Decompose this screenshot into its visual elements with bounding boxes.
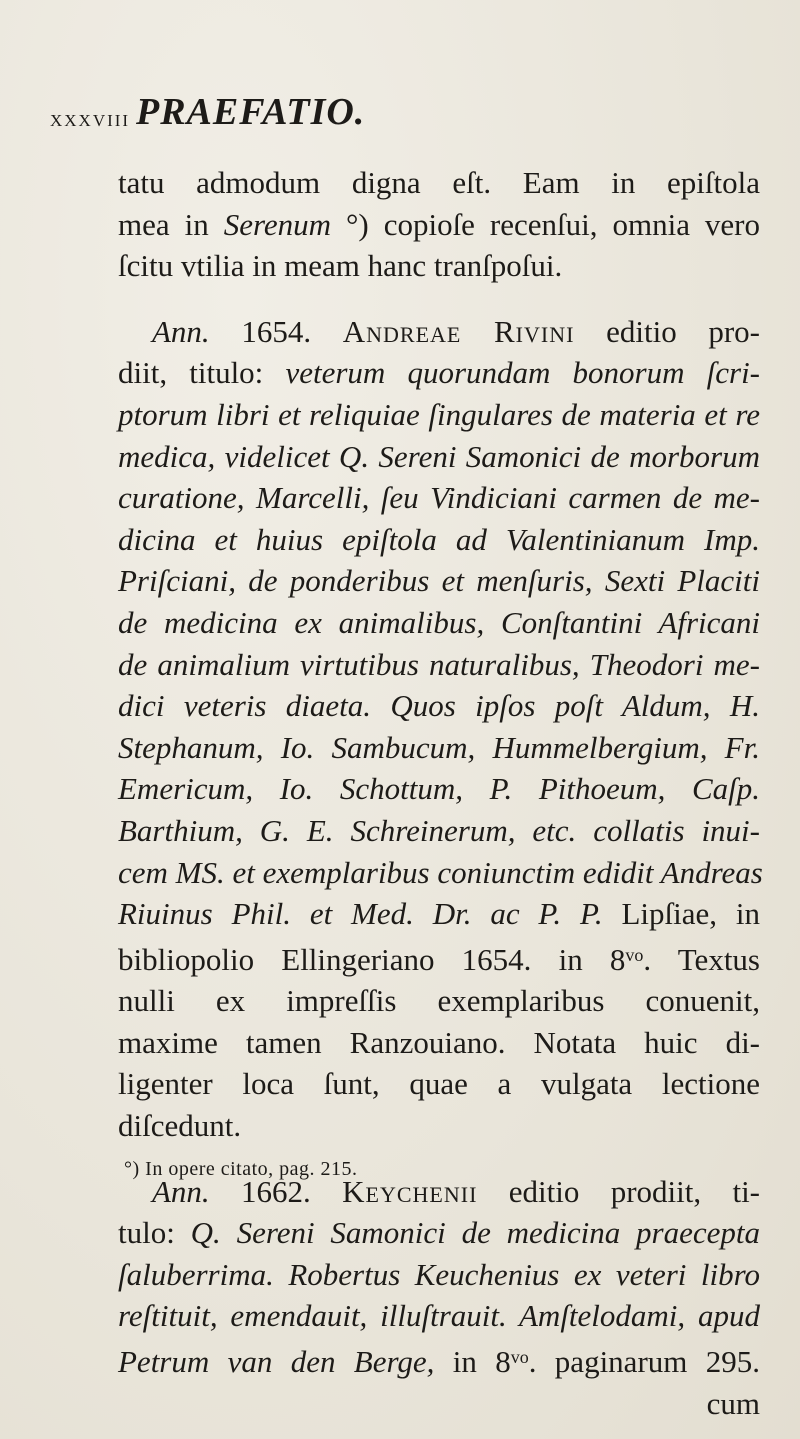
- text-line: [118, 436, 760, 478]
- text-line: [118, 1337, 760, 1383]
- italic-run: de animalium virtutibus naturalibus, Theodori me-: [118, 646, 760, 682]
- italic-run: Q. Sereni Samonici de medicina praecepta: [190, 1215, 760, 1251]
- text-line: [118, 1105, 760, 1147]
- italic-run: ptorum libri et reliquiae ſingulares de materia et re: [118, 396, 760, 432]
- text-line: [118, 1212, 760, 1254]
- text-line: [118, 685, 760, 727]
- text-run: ſcitu vtilia in meam hanc tranſpoſui.: [118, 248, 563, 284]
- text-line: [118, 852, 763, 894]
- text-line: [118, 1063, 760, 1105]
- text-run: . paginarum 295.: [528, 1344, 760, 1380]
- italic-run: medica, videlicet Q. Sereni Samonici de morborum: [118, 438, 760, 474]
- text-run: tulo:: [118, 1215, 191, 1251]
- page-header: [50, 88, 770, 138]
- text-line: [118, 935, 760, 981]
- italic-run: Petrum van den Berge,: [118, 1344, 435, 1380]
- small-caps-name: Andreae Rivini: [342, 313, 575, 349]
- text-line: [118, 1022, 760, 1064]
- text-line: [118, 162, 760, 204]
- italic-run: curatione, Marcelli, ſeu Vindiciani carmen de me-: [118, 480, 760, 516]
- italic-run: Serenum: [223, 206, 332, 242]
- running-head: PRAEFATIO.: [136, 91, 366, 133]
- italic-run: Stephanum, Io. Sambucum, Hummelbergium, Fr.: [118, 729, 760, 765]
- text-run: 1662.: [209, 1173, 343, 1209]
- text-line: [118, 810, 760, 852]
- italic-run: de medicina ex animalibus, Conſtantini Africani: [118, 604, 760, 640]
- text-run: cum: [706, 1385, 760, 1421]
- italic-run: Priſciani, de ponderibus et menſuris, Sexti Placiti: [118, 563, 760, 599]
- text-line: [118, 477, 760, 519]
- text-line: [118, 204, 760, 246]
- text-run: in 8: [434, 1344, 511, 1380]
- superscript: vo: [510, 1347, 529, 1368]
- text-line: [118, 768, 760, 810]
- text-run: 1654.: [209, 313, 343, 349]
- text-line: [118, 394, 760, 436]
- text-line: [118, 245, 760, 287]
- text-run: diit, titulo:: [118, 355, 286, 391]
- text-line: [118, 893, 760, 935]
- text-line: [118, 519, 760, 561]
- text-line: [118, 311, 760, 353]
- page-number: xxxviii: [50, 106, 131, 132]
- small-caps-name: Keychenii: [342, 1173, 478, 1209]
- italic-run: cem MS. et exemplaribus coniunctim edidit Andreas: [118, 854, 763, 890]
- text-line: [118, 727, 760, 769]
- text-run: Lipſiae, in: [602, 896, 760, 932]
- text-line: [118, 352, 760, 394]
- italic-run: Barthium, G. E. Schreinerum, etc. collatis inui-: [118, 812, 760, 848]
- italic-run: veterum quorundam bonorum ſcri-: [285, 355, 761, 391]
- text-run: ligenter loca ſunt, quae a vulgata lectione: [118, 1066, 760, 1102]
- text-run: . Textus: [643, 941, 760, 977]
- text-line: [118, 1383, 760, 1425]
- paragraph: [118, 1171, 760, 1425]
- text-run: diſcedunt.: [118, 1108, 242, 1144]
- text-run: maxime tamen Ranzouiano. Notata huic di-: [118, 1024, 760, 1060]
- italic-run: ſaluberrima. Robertus Keuchenius ex veteri libro: [118, 1256, 760, 1292]
- italic-run: Riuinus Phil. et Med. Dr. ac P. P.: [118, 896, 603, 932]
- body-text: [118, 162, 763, 1424]
- text-line: [118, 560, 760, 602]
- text-run: mea in: [118, 206, 224, 242]
- superscript: vo: [625, 944, 644, 965]
- text-run: bibliopolio Ellingeriano 1654. in 8: [118, 941, 626, 977]
- italic-run: Ann.: [152, 1173, 210, 1209]
- paragraph: [118, 311, 763, 1147]
- text-line: [118, 980, 760, 1022]
- text-run: editio pro-: [574, 313, 760, 349]
- text-run: tatu admodum digna eſt. Eam in epiſtola: [118, 165, 760, 200]
- text-line: [118, 1295, 760, 1337]
- italic-run: dicina et huius epiſtola ad Valentinianum Imp.: [118, 521, 760, 557]
- italic-run: reſtituit, emendauit, illuſtrauit. Amſtelodami, apud: [118, 1298, 760, 1334]
- footnote: °) In opere citato, pag. 215.: [124, 1158, 358, 1180]
- text-line: [118, 644, 760, 686]
- text-line: [118, 602, 760, 644]
- italic-run: dici veteris diaeta. Quos ipſos poſt Aldum, H.: [118, 688, 760, 724]
- italic-run: Ann.: [152, 313, 210, 349]
- text-run: °) copioſe recenſui, omnia vero: [331, 206, 761, 242]
- text-line: [118, 1254, 760, 1296]
- text-run: nulli ex impreſſis exemplaribus conuenit,: [118, 983, 760, 1019]
- text-run: editio prodiit, ti-: [477, 1173, 761, 1209]
- italic-run: Emericum, Io. Schottum, P. Pithoeum, Caſp.: [118, 771, 760, 807]
- paragraph: [118, 162, 760, 287]
